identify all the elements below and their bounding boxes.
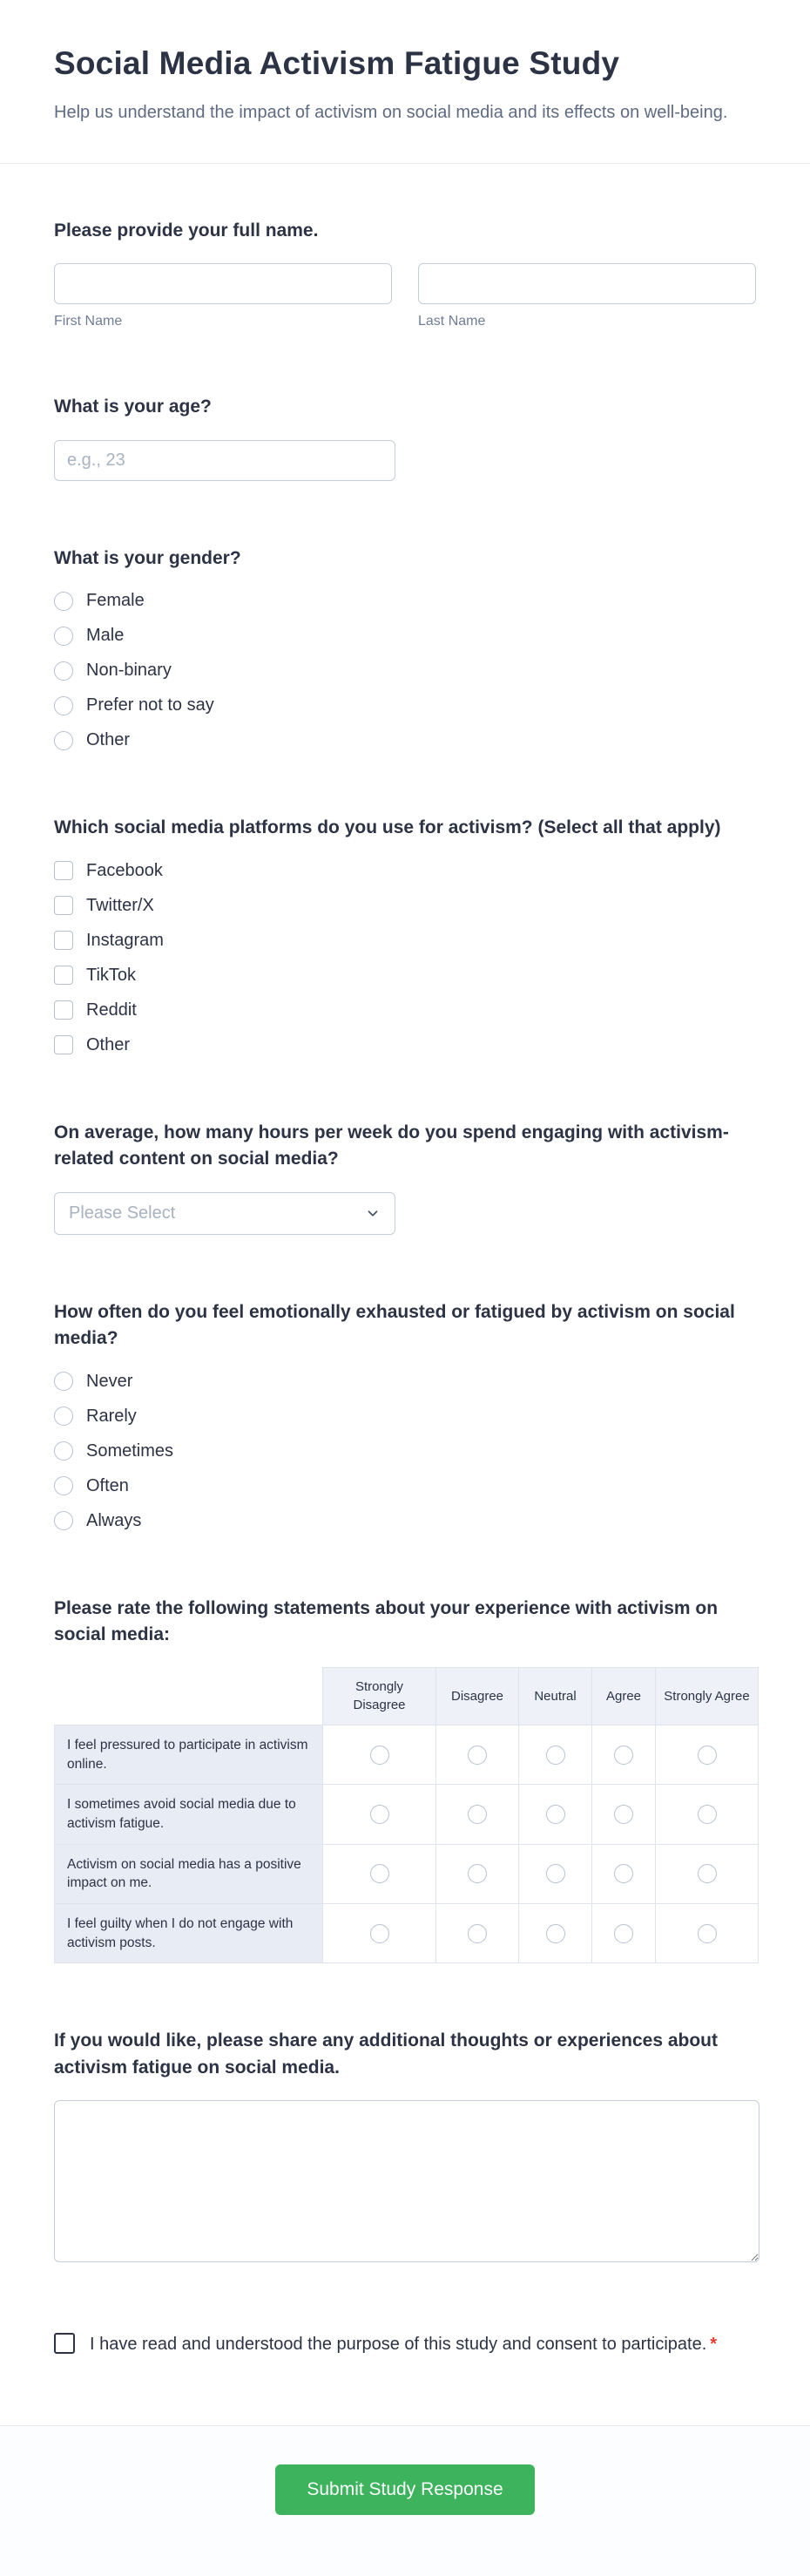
radio-button-icon[interactable] (54, 1511, 73, 1530)
age-field[interactable] (54, 440, 395, 481)
radio-button-icon[interactable] (54, 1476, 73, 1495)
checkbox-icon[interactable] (54, 861, 73, 880)
checkbox-icon[interactable] (54, 896, 73, 915)
question-platforms (54, 815, 756, 1054)
gender-option-label: Non-binary (86, 661, 172, 681)
matrix-radio-icon[interactable] (698, 1746, 717, 1765)
matrix-radio-icon[interactable] (370, 1805, 389, 1824)
page-title: Social Media Activism Fatigue Study (54, 45, 620, 81)
question-matrix (54, 1596, 756, 1964)
radio-button-icon[interactable] (54, 696, 73, 715)
matrix-cell[interactable] (519, 1725, 592, 1784)
question-full-name (54, 218, 756, 329)
platform-option-label: Facebook (86, 860, 163, 880)
thoughts-textarea[interactable] (54, 2100, 759, 2262)
consent-row[interactable] (54, 2331, 756, 2357)
matrix-radio-icon[interactable] (468, 1805, 487, 1824)
matrix-radio-icon[interactable] (614, 1864, 633, 1883)
fatigue-option-never[interactable] (54, 1372, 756, 1392)
matrix-radio-icon[interactable] (614, 1805, 633, 1824)
hours-question-label: On average, how many hours per week do you spend engaging with activism-related content on social media? (54, 1122, 729, 1169)
last-name-field[interactable] (418, 263, 756, 304)
first-name-sublabel: First Name (54, 314, 123, 329)
matrix-table (54, 1667, 759, 1963)
consent-label (90, 2331, 717, 2357)
matrix-radio-icon[interactable] (698, 1924, 717, 1943)
platform-option-label: Reddit (86, 1000, 137, 1020)
platform-option-tiktok[interactable] (54, 966, 756, 986)
fatigue-option-label: Rarely (86, 1406, 137, 1426)
fatigue-option-sometimes[interactable] (54, 1441, 756, 1461)
matrix-cell[interactable] (519, 1904, 592, 1963)
fatigue-option-often[interactable] (54, 1476, 756, 1496)
matrix-row-label: Activism on social media has a positive impact on me. (55, 1844, 323, 1903)
gender-option-label: Other (86, 730, 131, 750)
gender-option-label: Prefer not to say (86, 695, 214, 715)
required-asterisk: * (710, 2335, 718, 2355)
matrix-radio-icon[interactable] (546, 1924, 565, 1943)
question-fatigue-frequency (54, 1299, 756, 1531)
name-fields-row (54, 263, 756, 329)
platform-option-label: Instagram (86, 930, 164, 950)
radio-button-icon[interactable] (54, 1407, 73, 1426)
checkbox-icon[interactable] (54, 1035, 73, 1054)
matrix-radio-icon[interactable] (546, 1805, 565, 1824)
fatigue-option-label: Always (86, 1510, 142, 1530)
matrix-row-label: I sometimes avoid social media due to activism fatigue. (55, 1785, 323, 1844)
matrix-cell[interactable] (656, 1725, 759, 1784)
platform-option-twitter-x[interactable] (54, 896, 756, 916)
first-name-field[interactable] (54, 263, 392, 304)
radio-button-icon[interactable] (54, 1372, 73, 1391)
fatigue-option-label: Often (86, 1475, 129, 1495)
checkbox-icon[interactable] (54, 1000, 73, 1020)
matrix-row-label: I feel pressured to participate in activism online. (55, 1725, 323, 1784)
platform-option-reddit[interactable] (54, 1000, 756, 1020)
matrix-column-header: Neutral (519, 1668, 592, 1725)
matrix-row-label: I feel guilty when I do not engage with activism posts. (55, 1904, 323, 1963)
matrix-cell[interactable] (436, 1725, 519, 1784)
matrix-cell[interactable] (519, 1844, 592, 1903)
matrix-row-guilty (55, 1904, 759, 1963)
matrix-row-positive-impact (55, 1844, 759, 1903)
matrix-radio-icon[interactable] (468, 1924, 487, 1943)
chevron-down-icon (365, 1205, 381, 1221)
question-gender (54, 546, 756, 750)
matrix-cell[interactable] (592, 1904, 656, 1963)
matrix-cell[interactable] (592, 1725, 656, 1784)
platform-option-other[interactable] (54, 1035, 756, 1055)
submit-button[interactable]: Submit Study Response (275, 2464, 534, 2515)
matrix-column-header: Strongly Disagree (323, 1668, 436, 1725)
checkbox-icon[interactable] (54, 931, 73, 950)
platform-option-label: Other (86, 1034, 131, 1054)
matrix-cell[interactable] (436, 1844, 519, 1903)
matrix-cell[interactable] (656, 1785, 759, 1844)
gender-option-label: Male (86, 626, 125, 646)
first-name-column (54, 263, 392, 329)
matrix-row-avoid (55, 1785, 759, 1844)
matrix-radio-icon[interactable] (698, 1805, 717, 1824)
matrix-column-header: Strongly Agree (656, 1668, 759, 1725)
matrix-radio-icon[interactable] (614, 1746, 633, 1765)
matrix-header-row (55, 1668, 759, 1725)
fatigue-option-label: Never (86, 1371, 133, 1391)
platform-option-instagram[interactable] (54, 931, 756, 951)
fatigue-option-always[interactable] (54, 1511, 756, 1531)
matrix-cell[interactable] (323, 1785, 436, 1844)
matrix-radio-icon[interactable] (546, 1864, 565, 1883)
matrix-corner-cell (55, 1668, 323, 1725)
consent-checkbox-icon[interactable] (54, 2333, 75, 2354)
fatigue-option-rarely[interactable] (54, 1407, 756, 1427)
matrix-radio-icon[interactable] (698, 1864, 717, 1883)
matrix-cell[interactable] (436, 1785, 519, 1844)
hours-select[interactable] (54, 1192, 395, 1235)
matrix-cell[interactable] (323, 1844, 436, 1903)
matrix-cell[interactable] (519, 1785, 592, 1844)
platform-option-facebook[interactable] (54, 861, 756, 881)
matrix-question-label: Please rate the following statements about your experience with activism on social media: (54, 1597, 719, 1644)
matrix-radio-icon[interactable] (468, 1864, 487, 1883)
matrix-cell[interactable] (656, 1844, 759, 1903)
radio-button-icon[interactable] (54, 661, 73, 681)
form-body (0, 164, 810, 2357)
last-name-column (418, 263, 756, 329)
radio-button-icon[interactable] (54, 1441, 73, 1461)
matrix-cell[interactable] (592, 1844, 656, 1903)
question-additional-thoughts (54, 2028, 756, 2267)
form-footer (0, 2425, 810, 2576)
checkbox-icon[interactable] (54, 966, 73, 985)
matrix-radio-icon[interactable] (370, 1924, 389, 1943)
matrix-cell[interactable] (436, 1904, 519, 1963)
hours-select-placeholder: Please Select (69, 1203, 176, 1223)
thoughts-question-label: If you would like, please share any additional thoughts or experiences about activism fatigue on social media. (54, 2030, 718, 2078)
gender-option-male[interactable] (54, 626, 756, 646)
question-hours (54, 1120, 756, 1235)
consent-label-text: I have read and understood the purpose of this study and consent to participate. (90, 2335, 707, 2355)
matrix-column-header: Agree (592, 1668, 656, 1725)
matrix-radio-icon[interactable] (546, 1746, 565, 1765)
gender-option-non-binary[interactable] (54, 661, 756, 681)
matrix-cell[interactable] (323, 1725, 436, 1784)
matrix-radio-icon[interactable] (370, 1864, 389, 1883)
full-name-question-label: Please provide your full name. (54, 220, 319, 241)
gender-option-prefer-not-to-say[interactable] (54, 695, 756, 715)
gender-option-other[interactable] (54, 730, 756, 750)
matrix-column-header: Disagree (436, 1668, 519, 1725)
matrix-row-pressured (55, 1725, 759, 1784)
gender-option-label: Female (86, 591, 145, 611)
form-subtitle: Help us understand the impact of activism on social media and its effects on well-being. (54, 103, 728, 122)
fatigue-option-label: Sometimes (86, 1441, 174, 1461)
gender-option-female[interactable] (54, 591, 756, 611)
matrix-cell[interactable] (323, 1904, 436, 1963)
matrix-radio-icon[interactable] (370, 1746, 389, 1765)
last-name-sublabel: Last Name (418, 314, 486, 329)
platform-option-label: Twitter/X (86, 895, 154, 915)
platforms-question-label: Which social media platforms do you use for activism? (Select all that apply) (54, 817, 721, 838)
matrix-radio-icon[interactable] (468, 1746, 487, 1765)
matrix-radio-icon[interactable] (614, 1924, 633, 1943)
matrix-cell[interactable] (656, 1904, 759, 1963)
radio-button-icon[interactable] (54, 627, 73, 646)
age-question-label: What is your age? (54, 397, 212, 417)
radio-button-icon[interactable] (54, 731, 73, 750)
radio-button-icon[interactable] (54, 592, 73, 611)
question-age (54, 394, 756, 480)
gender-question-label: What is your gender? (54, 547, 241, 568)
form-header (0, 0, 810, 164)
fatigue-question-label: How often do you feel emotionally exhausted or fatigued by activism on social media? (54, 1301, 735, 1349)
matrix-cell[interactable] (592, 1785, 656, 1844)
platform-option-label: TikTok (86, 965, 137, 985)
